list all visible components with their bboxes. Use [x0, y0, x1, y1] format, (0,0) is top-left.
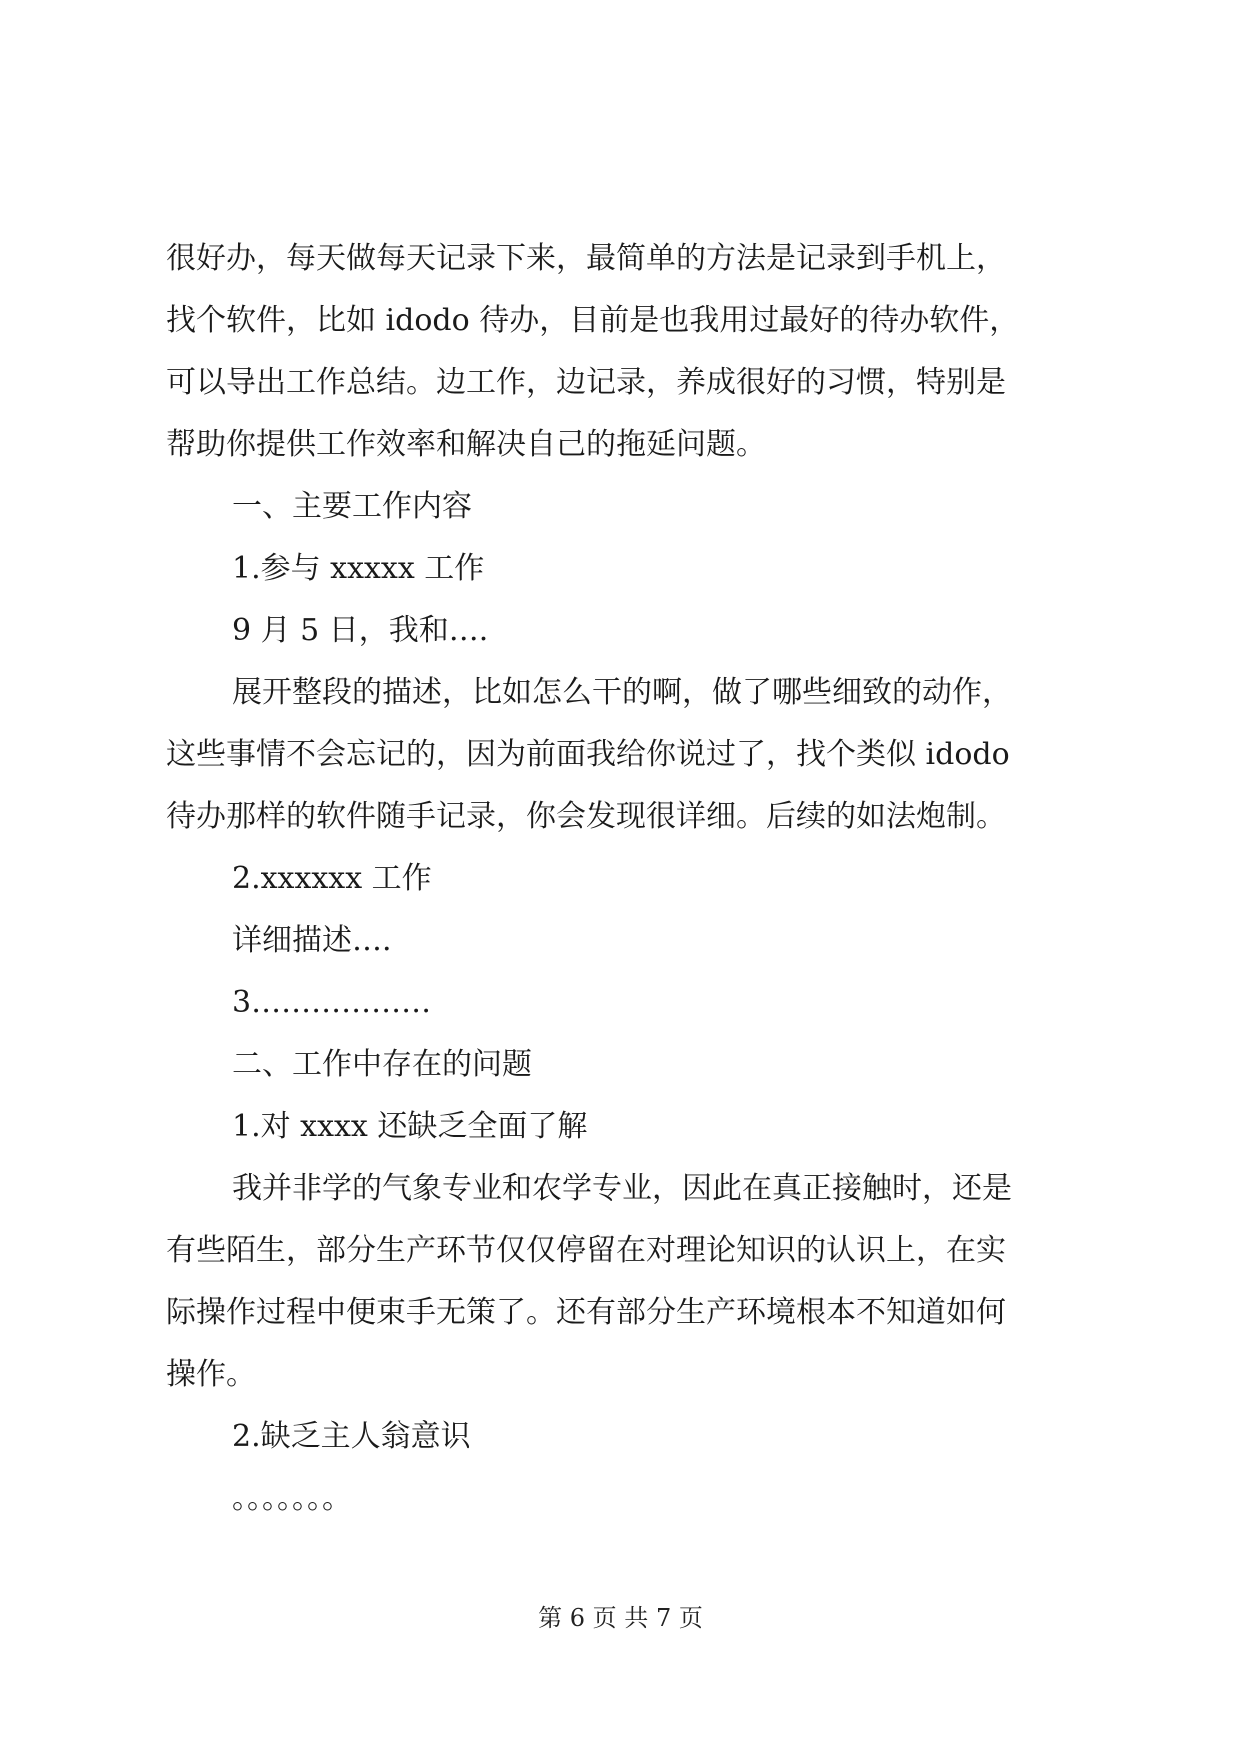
text-line: 展开整段的描述，比如怎么干的啊，做了哪些细致的动作， — [232, 675, 1012, 710]
section-heading: 二、工作中存在的问题 — [232, 1047, 532, 1082]
text-line: 9 月 5 日，我和…. — [232, 613, 489, 648]
text-line: 可以导出工作总结。边工作，边记录，养成很好的习惯，特别是 — [166, 365, 1006, 400]
text-line: 操作。 — [166, 1357, 256, 1392]
text-line: 很好办，每天做每天记录下来，最简单的方法是记录到手机上， — [166, 241, 1006, 276]
page-footer: 第 6 页 共 7 页 — [538, 1604, 703, 1632]
text-line: 有些陌生，部分生产环节仅仅停留在对理论知识的认识上，在实 — [166, 1233, 1006, 1268]
text-line: 详细描述…. — [232, 923, 392, 958]
subheading: 2.xxxxxx 工作 — [232, 861, 432, 896]
text-line: 3……………… — [232, 985, 432, 1020]
subheading: 1.对 xxxx 还缺乏全面了解 — [232, 1109, 588, 1144]
text-line: 帮助你提供工作效率和解决自己的拖延问题。 — [166, 427, 766, 462]
subheading: 2.缺乏主人翁意识 — [232, 1419, 471, 1454]
text-line: 找个软件，比如 idodo 待办，目前是也我用过最好的待办软件， — [166, 303, 1020, 338]
text-line: 这些事情不会忘记的，因为前面我给你说过了，找个类似 idodo — [166, 737, 1010, 772]
text-line: 。。。。。。。 — [232, 1481, 352, 1516]
subheading: 1.参与 xxxxx 工作 — [232, 551, 485, 586]
text-line: 际操作过程中便束手无策了。还有部分生产环境根本不知道如何 — [166, 1295, 1006, 1330]
text-line: 待办那样的软件随手记录，你会发现很详细。后续的如法炮制。 — [166, 799, 1006, 834]
text-line: 我并非学的气象专业和农学专业，因此在真正接触时，还是 — [232, 1171, 1012, 1206]
body-text — [166, 228, 1086, 1530]
section-heading: 一、主要工作内容 — [232, 489, 472, 524]
